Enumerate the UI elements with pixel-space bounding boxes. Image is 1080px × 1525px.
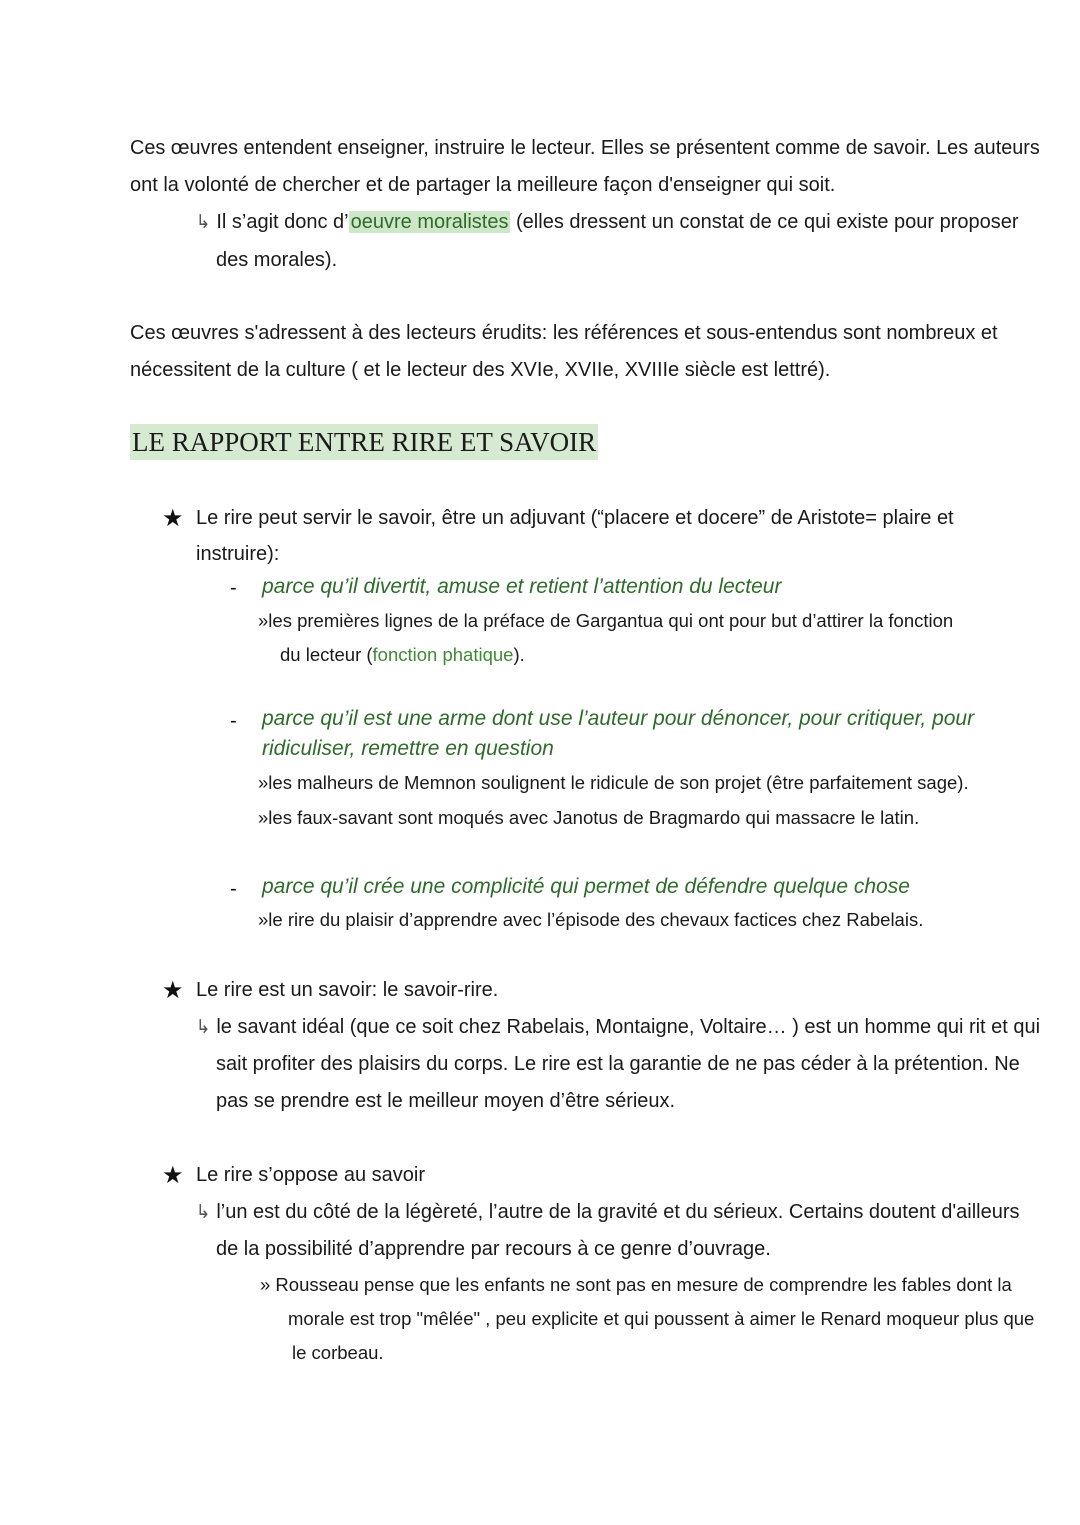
point2-arrow-line: [196, 1009, 1040, 1046]
point3-arrow-line: [196, 1194, 1020, 1231]
fonction-phatique-term: fonction phatique: [372, 644, 514, 665]
point2-line-4: pas se prendre est le meilleur moyen d’être sérieux.: [216, 1090, 676, 1112]
intro-arrow-line-2: des morales).: [216, 249, 338, 271]
point1-sub2-example-2: »les faux-savant sont moqués avec Janotus de Bragmardo qui massacre le latin.: [258, 807, 920, 828]
sub1-ex-pre: du lecteur (: [280, 644, 373, 665]
section-heading: LE RAPPORT ENTRE RIRE ET SAVOIR: [130, 424, 598, 460]
point1-sub2-example-1: »les malheurs de Memnon soulignent le ridicule de son projet (être parfaitement sage).: [258, 772, 969, 793]
point3-line-1: Le rire s’oppose au savoir: [196, 1164, 426, 1186]
point2-arrow-text: le savant idéal (que ce soit chez Rabelais, Montaigne, Voltaire… ) est un homme qui rit et qui: [216, 1016, 1041, 1038]
intro-p2-line-2: nécessitent de la culture ( et le lecteur des XVIe, XVIIe, XVIIIe siècle est lettré).: [130, 359, 831, 381]
intro-p2-line-1: Ces œuvres s'adressent à des lecteurs érudits: les références et sous-entendus sont nombreux et: [130, 322, 998, 344]
point2-line-1: Le rire est un savoir: le savoir-rire.: [196, 979, 499, 1001]
point1-sub3-example: »le rire du plaisir d’apprendre avec l’épisode des chevaux factices chez Rabelais.: [258, 909, 924, 930]
intro-arrow-post: (elles dressent un constat de ce qui existe pour proposer: [510, 211, 1019, 233]
point3-example-2: morale est trop "mêlée" , peu explicite et qui poussent à aimer le Renard moqueur plus que: [288, 1308, 1035, 1329]
return-arrow-icon: ↳: [196, 1202, 211, 1223]
return-arrow-icon: ↳: [196, 1017, 211, 1038]
sub1-ex-post: ).: [513, 644, 525, 665]
point3-line-3: de la possibilité d’apprendre par recours à ce genre d’ouvrage.: [216, 1238, 771, 1260]
intro-line-2: ont la volonté de chercher et de partager la meilleure façon d'enseigner qui soit.: [130, 174, 836, 196]
point1-sub1-example-1: »les premières lignes de la préface de Gargantua qui ont pour but d’attirer la fonction: [258, 610, 954, 631]
highlight-moralistes: oeuvre moralistes: [350, 211, 509, 233]
dash-bullet: -: [230, 878, 237, 900]
point3-example-3: le corbeau.: [292, 1342, 384, 1363]
point1-line-1: Le rire peut servir le savoir, être un adjuvant (“placere et docere” de Aristote= plaire et: [196, 507, 954, 529]
point1-line-2: instruire):: [196, 543, 280, 565]
point3-example-1: » Rousseau pense que les enfants ne sont pas en mesure de comprendre les fables dont la: [260, 1274, 1012, 1295]
intro-line-1: Ces œuvres entendent enseigner, instruire le lecteur. Elles se présentent comme de savoir. Les auteurs: [130, 137, 1040, 159]
point1-sub3-title: parce qu’il crée une complicité qui permet de défendre quelque chose: [262, 875, 910, 898]
star-bullet-icon: ★: [162, 505, 184, 532]
intro-arrow-line: [196, 204, 1019, 241]
point1-sub2-title-1: parce qu’il est une arme dont use l’auteur pour dénoncer, pour critiquer, pour: [262, 707, 975, 730]
intro-arrow-pre: Il s’agit donc d’: [216, 211, 349, 233]
point1-sub1-title: parce qu’il divertit, amuse et retient l’attention du lecteur: [262, 575, 782, 598]
point2-line-3: sait profiter des plaisirs du corps. Le rire est la garantie de ne pas céder à la prétention. Ne: [216, 1053, 1020, 1075]
dash-bullet: -: [230, 577, 237, 599]
star-bullet-icon: ★: [162, 1162, 184, 1189]
return-arrow-icon: ↳: [196, 212, 211, 233]
dash-bullet: -: [230, 710, 237, 732]
point1-sub2-title-2: ridiculiser, remettre en question: [262, 737, 554, 760]
point1-sub1-example-2: [280, 638, 525, 672]
star-bullet-icon: ★: [162, 977, 184, 1004]
point3-arrow-text: l’un est du côté de la légèreté, l’autre de la gravité et du sérieux. Certains doutent d'ailleurs: [216, 1201, 1020, 1223]
